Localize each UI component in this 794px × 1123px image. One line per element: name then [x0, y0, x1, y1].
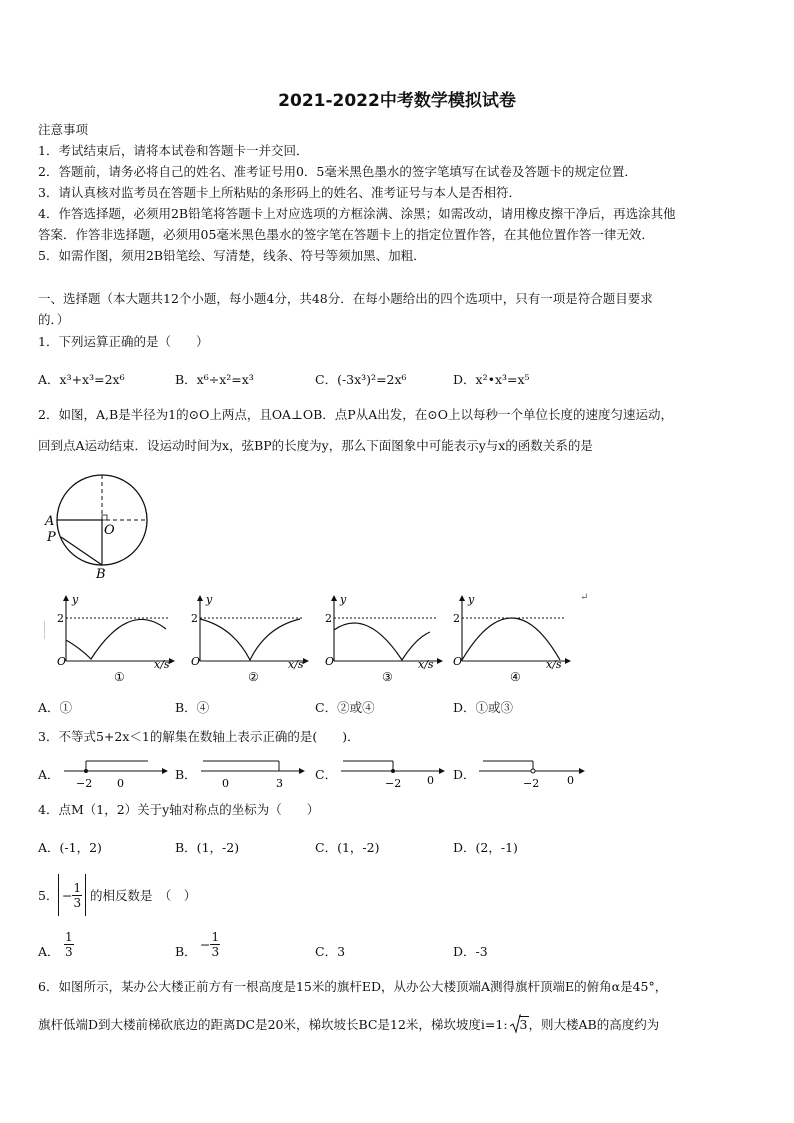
q5-option-b: B． — [175, 944, 197, 959]
q1-option-a: A．x³+x³=2x⁶ — [38, 372, 125, 387]
q6-text-b: ，则大楼AB的高度约为 — [528, 1017, 660, 1032]
graph-3 — [312, 592, 447, 682]
graph-number: ② — [248, 670, 259, 682]
fraction-numerator: 1 — [73, 880, 82, 895]
page-title: 2021-2022中考数学模拟试卷 — [278, 91, 516, 111]
fraction-denominator: 3 — [211, 945, 220, 959]
q4-option-a: A．(-1，2) — [38, 840, 102, 855]
y-tick-2: 2 — [325, 612, 332, 625]
y-axis-label: y — [468, 593, 475, 606]
y-axis-label: y — [72, 593, 79, 606]
q4-option-c: C．(1，-2) — [315, 840, 380, 855]
section-heading: 一、选择题（本大题共12个小题，每小题4分，共48分．在每小题给出的四个选项中，只有一项是符合题目要求 — [38, 291, 653, 306]
q1-option-c: C．(-3x³)²=2x⁶ — [315, 372, 407, 387]
q2-option-c: C．②或④ — [315, 700, 375, 715]
tick-label: −2 — [523, 777, 540, 790]
notice-heading: 注意事项 — [38, 122, 89, 137]
sqrt-expression — [510, 1016, 529, 1034]
question-1-stem: 1．下列运算正确的是（ ） — [38, 334, 209, 349]
minus-sign: − — [62, 887, 73, 903]
number-line-b — [197, 756, 307, 790]
notice-item: 答案．作答非选择题，必须用05毫米黑色墨水的签字笔在答题卡上的指定位置作答，在其他位置作答一律无效． — [38, 227, 654, 242]
number-line-c — [337, 756, 447, 790]
q5-option-b-fraction — [200, 930, 220, 959]
y-axis-label: y — [206, 593, 213, 606]
q2-option-b: B．④ — [175, 700, 210, 715]
q4-option-b: B．(1，-2) — [175, 840, 240, 855]
notice-item: 3．请认真核对监考员在答题卡上所粘贴的条形码上的姓名、准考证号与本人是否相符． — [38, 185, 521, 200]
question-4-stem: 4．点M（1，2）关于y轴对称点的坐标为（ ） — [38, 802, 320, 817]
question-5-stem: 的相反数是 （ ） — [90, 888, 197, 903]
graph-number: ④ — [510, 670, 521, 682]
origin-label: O — [453, 655, 463, 668]
x-axis-label: x/s — [418, 658, 434, 671]
q1-option-d: D．x²•x³=x⁵ — [453, 372, 530, 387]
point-p-label: P — [47, 530, 56, 545]
notice-item: 5．如需作图，须用2B铅笔绘、写清楚，线条、符号等须加黑、加粗． — [38, 248, 426, 263]
circle-figure — [40, 474, 170, 579]
y-tick-2: 2 — [57, 612, 64, 625]
question-2-stem: 2．如图，A,B是半径为1的⊙O上两点，且OA⊥OB．点P从A出发，在⊙O上以每秒一个单位长度的速度匀速运动， — [38, 407, 673, 422]
point-b-label: B — [96, 567, 106, 579]
q6-text-a: 旗杆低端D到大楼前梯砍底边的距离DC是20米，梯坎坡长BC是12米，梯坎坡度i=1: — [38, 1017, 508, 1032]
y-axis-label: y — [340, 593, 347, 606]
question-5-prefix: 5． — [38, 888, 59, 903]
section-heading-cont: 的．） — [38, 312, 70, 327]
q5-option-c: C．3 — [315, 944, 346, 959]
q5-option-a: A． — [38, 944, 60, 959]
origin-label: O — [191, 655, 201, 668]
origin-label: O — [57, 655, 67, 668]
tick-label: 0 — [117, 777, 124, 790]
tick-label: 0 — [427, 774, 434, 787]
fraction-numerator: 1 — [65, 930, 73, 944]
tick-label: 3 — [276, 777, 283, 790]
abs-expression — [58, 874, 86, 916]
q3-option-c: C． — [315, 767, 338, 782]
fraction-denominator: 3 — [73, 895, 82, 910]
question-2-stem-cont: 回到点A运动结束．设运动时间为x，弦BP的长度为y，那么下面图象中可能表示y与x的函数关系的是 — [38, 438, 593, 453]
fraction-numerator: 1 — [211, 930, 220, 944]
y-tick-2: 2 — [453, 612, 460, 625]
point-o-label: O — [104, 523, 115, 538]
x-axis-label: x/s — [288, 658, 304, 671]
question-6-stem-cont — [38, 1016, 659, 1034]
q3-option-a: A． — [38, 767, 60, 782]
q1-option-b: B．x⁶÷x²=x³ — [175, 372, 254, 387]
question-6-stem: 6．如图所示，某办公大楼正前方有一根高度是15米的旗杆ED，从办公大楼顶端A测得旗杆顶端E的俯角α是45°， — [38, 979, 668, 994]
q2-option-a: A．① — [38, 700, 73, 715]
tick-label: 0 — [222, 777, 229, 790]
q5-option-a-fraction — [64, 930, 74, 959]
number-line-a — [60, 756, 170, 790]
point-a-label: A — [45, 514, 55, 529]
graph-1 — [44, 592, 179, 682]
graph-number: ③ — [382, 670, 393, 682]
notice-item: 2．答题前，请务必将自己的姓名、准考证号用0．5毫米黑色墨水的签字笔填写在试卷及答题卡的规定位置． — [38, 164, 637, 179]
origin-label: O — [325, 655, 335, 668]
x-axis-label: x/s — [546, 658, 562, 671]
notice-item: 4．作答选择题，必须用2B铅笔将答题卡上对应选项的方框涂满、涂黑；如需改动，请用橡皮擦干净后，再选涂其他 — [38, 206, 676, 221]
fraction-denominator: 3 — [65, 945, 73, 959]
graph-2 — [178, 592, 313, 682]
notice-item: 1．考试结束后，请将本试卷和答题卡一并交回． — [38, 143, 309, 158]
number-line-d — [475, 756, 587, 790]
x-axis-label: x/s — [154, 658, 170, 671]
q2-option-d: D．①或③ — [453, 700, 514, 715]
graph-4 — [440, 592, 575, 682]
question-3-stem: 3．不等式5+2x＜1的解集在数轴上表示正确的是( )． — [38, 729, 360, 744]
graph-number: ① — [114, 670, 125, 682]
q5-option-d: D．-3 — [453, 944, 488, 959]
q4-option-d: D．(2，-1) — [453, 840, 518, 855]
q3-option-d: D． — [453, 767, 476, 782]
tick-label: −2 — [76, 777, 93, 790]
minus-sign: − — [200, 937, 211, 952]
return-mark: ↵ — [580, 592, 589, 603]
q3-option-b: B． — [175, 767, 197, 782]
tick-label: −2 — [385, 777, 402, 790]
tick-label: 0 — [567, 774, 574, 787]
sqrt-radicand: 3 — [519, 1017, 528, 1032]
sqrt-icon — [510, 1014, 521, 1034]
fraction — [72, 881, 82, 910]
y-tick-2: 2 — [191, 612, 198, 625]
